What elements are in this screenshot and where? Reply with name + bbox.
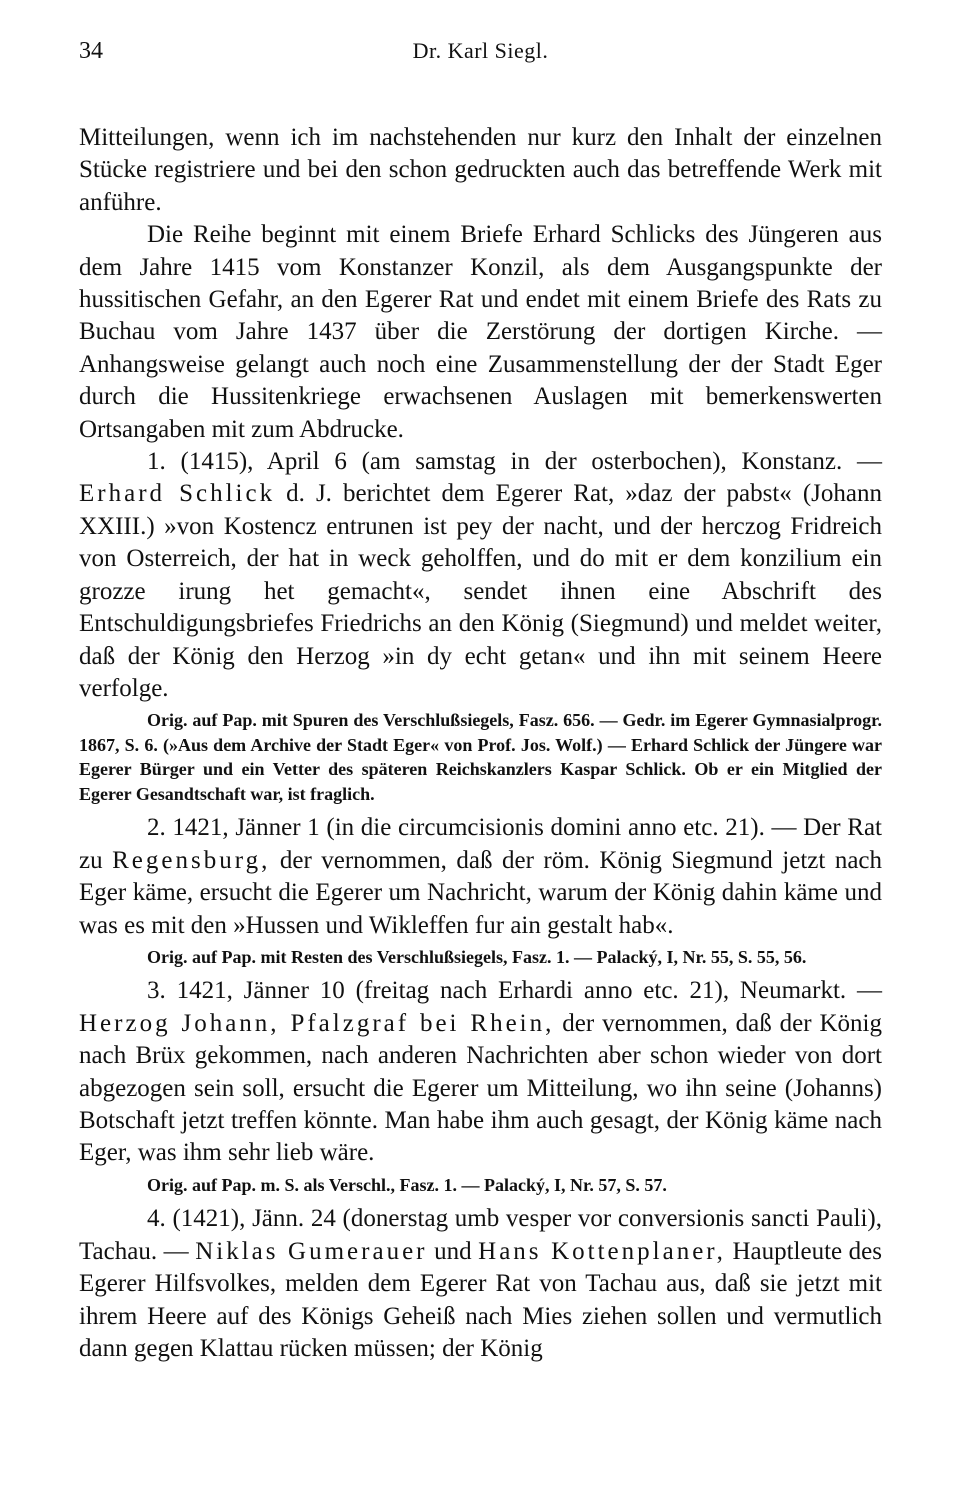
paragraph-overview: Die Reihe beginnt mit einem Briefe Erhard Schlicks des Jüngeren aus dem Jahre 1415 vom Konstanzer Konzil, als dem Ausgangspunkte der hussitischen Gefahr, an den Egerer Rat und endet mit einem Briefe des Rats zu Buchau vom Jahre 1437 über die Zerstörung der dortigen Kirche. — Anhangsweise gelangt auch noch eine Zusammenstellung der der Stadt Eger durch die Hussitenkriege erwachsenen Auslagen mit bemerkenswerten Ortsangaben mit zum Abdrucke. (79, 221, 882, 443)
entry-4-text: Hauptleute des Egerer Hilfsvolkes, melden dem Egerer Rat von Tachau aus, daß sie jetzt mit ihrem Heere auf des Königs Geheiß nach Mies ziehen sollen und vermutlich dann gegen Klattau rücken müssen; der König (79, 1237, 883, 1362)
entry-3-name: Herzog Johann, Pfalzgraf bei Rhein, (79, 1009, 555, 1037)
entry-1-text: d. J. berichtet dem Egerer Rat, »daz der pabst« (Johann XXIII.) »von Kostencz entrunen ist pey der nacht, und der herczog Fridreich von Osterreich, der hat in weck geholffen, und do mit er dem konzilium ein grozze irung het gemacht«, sendet ihnen eine Abschrift des Entschuldigungsbriefes Friedrichs an den König (Siegmund) und meldet weiter, daß der König den Herzog »in dy echt getan« und ihn mit seinem Heere verfolge. (79, 480, 883, 702)
running-head (79, 30, 882, 70)
entry-3-head: 3. 1421, Jänner 10 (freitag nach Erhardi anno etc. 21), Neumarkt. — (147, 977, 882, 1005)
document-page (79, 30, 882, 1365)
entry-4-head: 4. (1421), Jänn. 24 (donerstag umb vesper vor conversionis sancti Pauli), Tachau. — (79, 1205, 882, 1265)
note-2: Orig. auf Pap. mit Resten des Verschlußsiegels, Fasz. 1. — Palacký, I, Nr. 55, S. 55, 56. (147, 946, 807, 967)
entry-4-name-1: Niklas Gumerauer (195, 1237, 428, 1265)
page-number: 34 (79, 38, 103, 64)
note-3: Orig. auf Pap. m. S. als Verschl., Fasz. 1. — Palacký, I, Nr. 57, S. 57. (147, 1174, 667, 1195)
entry-1 (79, 446, 882, 705)
entry-1-head: 1. (1415), April 6 (am samstag in der osterbochen), Konstanz. — (147, 448, 882, 476)
entry-2-text: der vernommen, daß der röm. König Siegmund jetzt nach Eger käme, ersucht die Egerer um Nachricht, warum der König dahin käme und was es mit den »Hussen und Wikleffen fur ain gestalt hab«. (79, 846, 883, 939)
entry-2 (79, 812, 882, 942)
entry-2-name: Regensburg, (112, 846, 271, 874)
entry-1-name: Erhard Schlick (79, 480, 276, 508)
entry-3-text: der vernommen, daß der König nach Brüx gekommen, nach anderen Nachrichten aber schon wieder von dort abgezogen sein soll, ersucht die Egerer um Mitteilung, wo ihn seine (Johanns) Botschaft jetzt treffen könnte. Man habe ihm auch gesagt, der König käme nach Eger, was ihm sehr lieb wäre. (79, 1009, 882, 1167)
running-title: Dr. Karl Siegl. (412, 38, 549, 63)
note-1: Orig. auf Pap. mit Spuren des Verschlußsiegels, Fasz. 656. — Gedr. im Egerer Gymnasialprogr. 1867, S. 6. (»Aus dem Archive der Stadt Eger« von Prof. Jos. Wolf.) — Erhard Schlick der Jüngere war Egerer Bürger und ein Vetter des späteren Reichskanzlers Kaspar Schlick. Ob er ein Mitglied der Egerer Gesandtschaft war, ist fraglich. (79, 710, 882, 804)
paragraph-intro: Mitteilungen, wenn ich im nachstehenden nur kurz den Inhalt der einzelnen Stücke registriere und bei den schon gedruckten auch das betreffende Werk mit anführe. (79, 124, 882, 216)
entry-4 (79, 1203, 882, 1365)
entry-3 (79, 975, 882, 1169)
body-text (79, 122, 882, 1365)
entry-4-mid: und (434, 1237, 472, 1265)
entry-4-name-2: Hans Kottenplaner, (478, 1237, 726, 1265)
entry-2-head: 2. 1421, Jänner 1 (in die circumcisionis domini anno etc. 21). — Der Rat zu (79, 814, 882, 874)
